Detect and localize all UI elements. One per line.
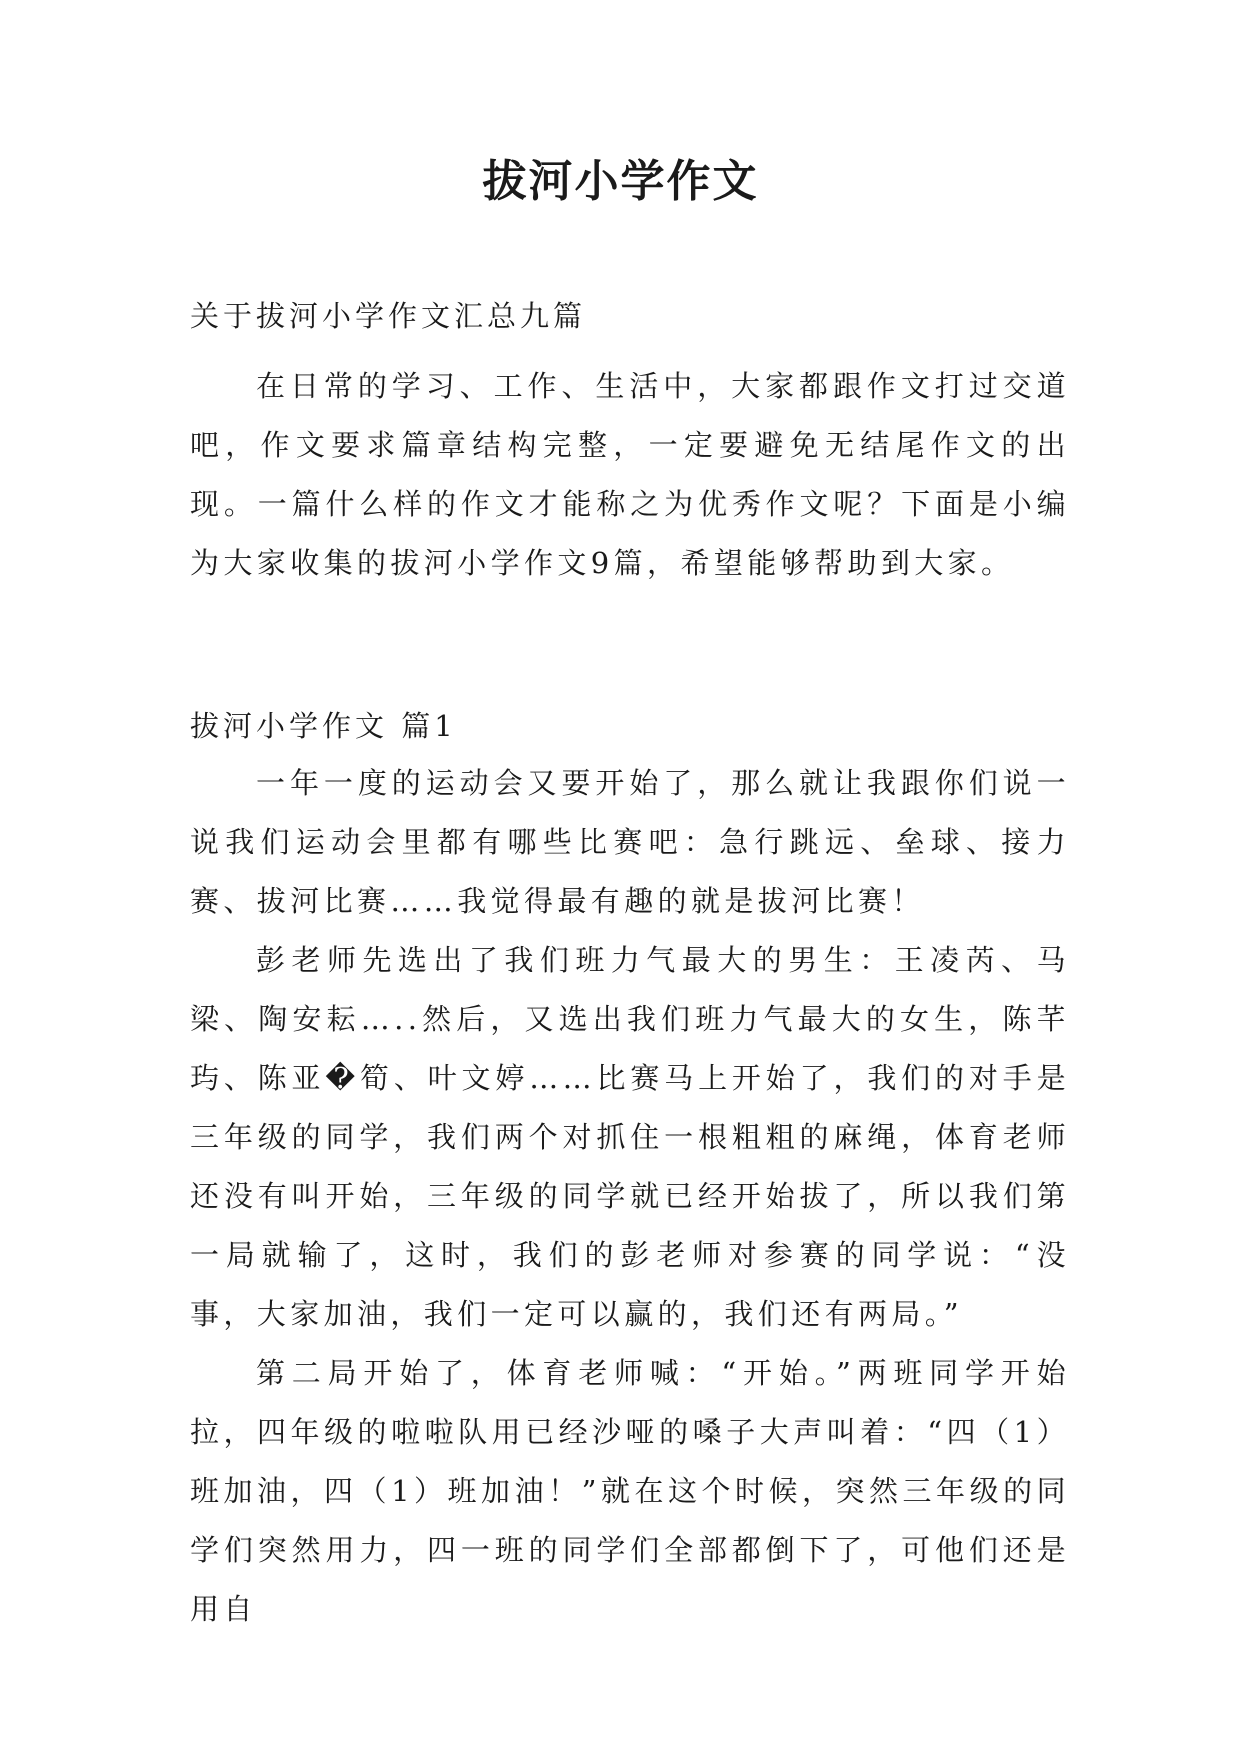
intro-paragraph: 在日常的学习、工作、生活中，大家都跟作文打过交道吧，作文要求篇章结构完整，一定要避免无结尾作文的出现。一篇什么样的作文才能称之为优秀作文呢？下面是小编为大家收集的拔河小学作文9篇，希望能够帮助到大家。 (190, 369, 1070, 580)
essay-paragraph-3: 第二局开始了，体育老师喊：“开始。”两班同学开始拉，四年级的啦啦队用已经沙哑的嗓子大声叫着：“四（1）班加油，四（1）班加油！”就在这个时候，突然三年级的同学们突然用力，四一班的同学们全部都倒下了，可他们还是用自 (190, 1356, 1070, 1626)
document-title: 拔河小学作文 (482, 156, 759, 207)
essay-paragraph-1: 一年一度的运动会又要开始了，那么就让我跟你们说一说我们运动会里都有哪些比赛吧：急行跳远、垒球、接力赛、拔河比赛……我觉得最有趣的就是拔河比赛！ (190, 766, 1070, 918)
intro-block (190, 357, 1070, 593)
section-heading: 拔河小学作文 篇1 (190, 709, 457, 743)
essay-paragraph-2: 彭老师先选出了我们班力气最大的男生：王凌芮、马梁、陶安耘…..然后，又选出我们班力气最大的女生，陈芊玙、陈亚�筍、叶文婷……比赛马上开始了，我们的对手是三年级的同学，我们两个对抓住一根粗粗的麻绳，体育老师还没有叫开始，三年级的同学就已经开始拔了，所以我们第一局就输了，这时，我们的彭老师对参赛的同学说：“没事，大家加油，我们一定可以赢的，我们还有两局。” (190, 943, 1070, 1331)
essay-body (190, 660, 1070, 1639)
document-subtitle: 关于拔河小学作文汇总九篇 (190, 299, 587, 333)
